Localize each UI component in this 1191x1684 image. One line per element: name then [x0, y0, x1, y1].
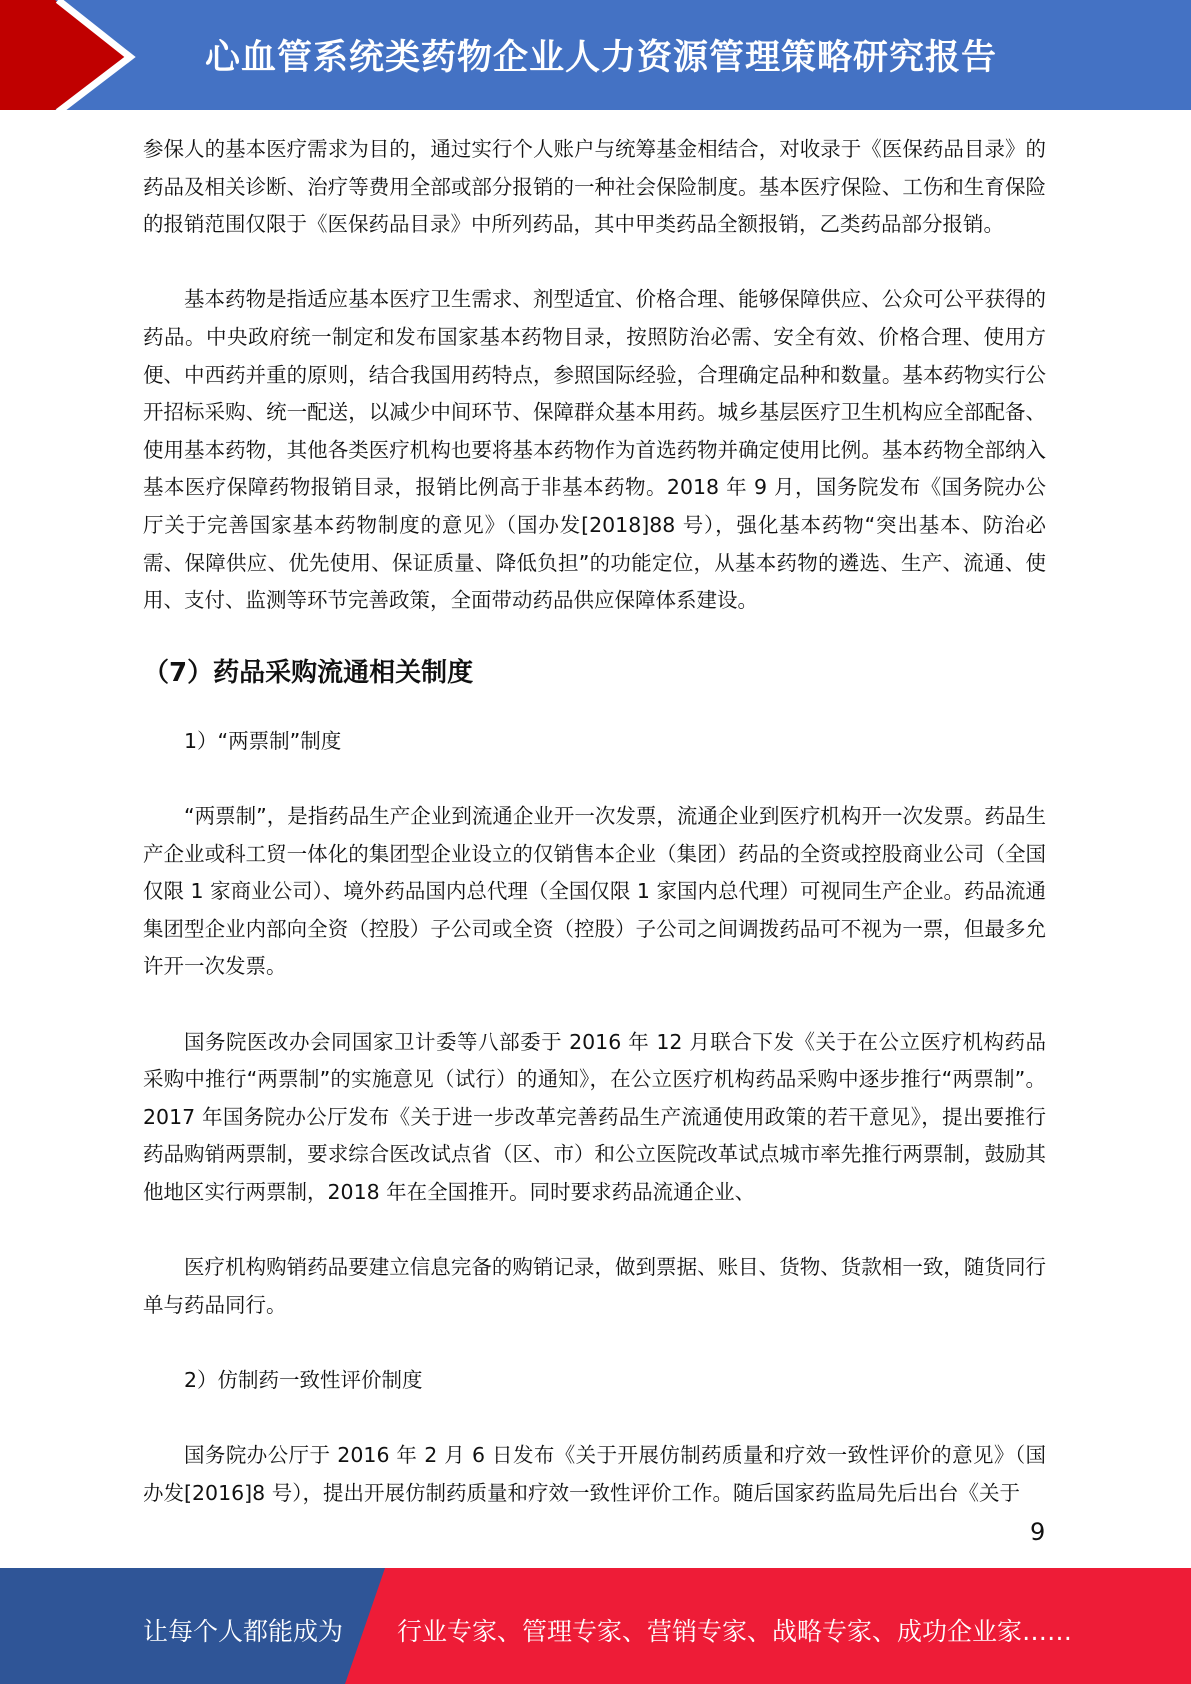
section-heading: （7）药品采购流通相关制度 [143, 658, 474, 689]
chevron-decoration [0, 0, 200, 110]
paragraph: 医疗机构购销药品要建立信息完备的购销记录，做到票据、账目、货物、货款相一致，随货同行单与药品同行。 [143, 1255, 1046, 1317]
paragraph: 国务院医改办会同国家卫计委等八部委于 2016 年 12 月联合下发《关于在公立医疗机构药品采购中推行“两票制”的实施意见（试行）的通知》，在公立医疗机构药品采购中逐步推行“两票制”。2017 年国务院办公厅发布《关于进一步改革完善药品生产流通使用政策的若干意见》，提出要推行药品购销两票制，要求综合医改试点省（区、市）和公立医院改革试点城市率先推行两票制，鼓励其他地区实行两票制，2018 年在全国推开。同时要求药品流通企业、 [143, 1029, 1046, 1205]
body-text [143, 131, 1046, 1550]
report-title: 心血管系统类药物企业人力资源管理策略研究报告 [205, 38, 998, 78]
footer-slogan-right: 行业专家、管理专家、营销专家、战略专家、成功企业家…… [397, 1617, 1073, 1646]
page-number: 9 [1030, 1518, 1046, 1546]
paragraph: 国务院办公厅于 2016 年 2 月 6 日发布《关于开展仿制药质量和疗效一致性评价的意见》（国办发[2016]8 号），提出开展仿制药质量和疗效一致性评价工作。随后国家药监局先后出台《关于 [143, 1443, 1046, 1505]
paragraph: 参保人的基本医疗需求为目的，通过实行个人账户与统筹基金相结合，对收录于《医保药品目录》的药品及相关诊断、治疗等费用全部或部分报销的一种社会保险制度。基本医疗保险、工伤和生育保险的报销范围仅限于《医保药品目录》中所列药品，其中甲类药品全额报销，乙类药品部分报销。 [143, 137, 1046, 237]
paragraph: “两票制”，是指药品生产企业到流通企业开一次发票，流通企业到医疗机构开一次发票。药品生产企业或科工贸一体化的集团型企业设立的仅销售本企业（集团）药品的全资或控股商业公司（全国仅限 1 家商业公司）、境外药品国内总代理（全国仅限 1 家国内总代理）可视同生产企业。药品流通集团型企业内部向全资（控股）子公司或全资（控股）子公司之间调拨药品可不视为一票，但最多允许开一次发票。 [143, 804, 1046, 979]
footer-slogan-left: 让每个人都能成为 [143, 1617, 344, 1646]
header-banner [0, 0, 1191, 110]
subheading: 2）仿制药一致性评价制度 [184, 1368, 423, 1392]
subheading: 1）“两票制”制度 [184, 728, 342, 753]
paragraph: 基本药物是指适应基本医疗卫生需求、剂型适宜、价格合理、能够保障供应、公众可公平获得的药品。中央政府统一制定和发布国家基本药物目录，按照防治必需、安全有效、价格合理、使用方便、中西药并重的原则，结合我国用药特点，参照国际经验，合理确定品种和数量。基本药物实行公开招标采购、统一配送，以减少中间环节、保障群众基本用药。城乡基层医疗卫生机构应全部配备、使用基本药物，其他各类医疗机构也要将基本药物作为首选药物并确定使用比例。基本药物全部纳入基本医疗保障药物报销目录，报销比例高于非基本药物。2018 年 9 月，国务院发布《国务院办公厅关于完善国家基本药物制度的意见》（国办发[2018]88 号），强化基本药物“突出基本、防治必需、保障供应、优先使用、保证质量、降低负担”的功能定位，从基本药物的遴选、生产、流通、使用、支付、监测等环节完善政策，全面带动药品供应保障体系建设。 [143, 287, 1046, 613]
